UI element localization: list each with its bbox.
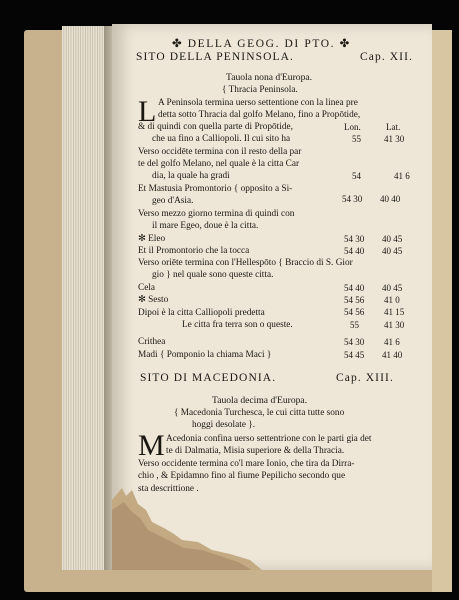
text-line: ✻ Sesto bbox=[138, 295, 169, 305]
text-line: detta sotto Thracia dal golfo Melano, fino a Propōtide, bbox=[158, 110, 361, 120]
region-label: { Thracia Peninsola. bbox=[222, 85, 298, 95]
coord-lat: 40 45 bbox=[382, 234, 403, 244]
text-line: Verso oriēte termina con l'Hellespōto { Braccio di S. Gior bbox=[138, 258, 353, 268]
coord-lat: 41 0 bbox=[384, 295, 400, 305]
text-line: che ua fino a Calliopoli. Il cui sito ha bbox=[152, 134, 291, 144]
text-line: Le citta fra terra son o queste. bbox=[182, 320, 293, 330]
text-line: Verso occidēte termina con il resto della par bbox=[138, 147, 302, 157]
coord-lon: 54 40 bbox=[344, 246, 365, 256]
text-line: Verso mezzo giorno termina di quindi con bbox=[138, 209, 295, 219]
page-damage bbox=[112, 470, 262, 570]
text-line: geo d'Asia. bbox=[152, 196, 194, 206]
text-line: dia, la quale ha gradi bbox=[152, 171, 230, 181]
coord-lon: 54 30 bbox=[344, 337, 365, 347]
text-line: sta descrittione . bbox=[138, 484, 199, 494]
coord-lat: 40 40 bbox=[380, 194, 401, 204]
running-head: ✤ DELLA GEOG. DI PTO. ✤ bbox=[172, 38, 351, 50]
coord-header-lat: Lat. bbox=[386, 122, 401, 132]
text-line: chio , & Epidamno fino al fiume Pepilicho secondo que bbox=[138, 471, 346, 481]
text-line: Madi { Pomponio la chiama Maci } bbox=[138, 350, 272, 360]
text-line: te del golfo Melano, nel quale è la citta Car bbox=[138, 159, 300, 169]
coord-lat: 41 6 bbox=[384, 337, 400, 347]
coord-lon: 54 30 bbox=[344, 234, 365, 244]
coord-lon: 54 bbox=[352, 171, 361, 181]
coord-lat: 40 45 bbox=[382, 246, 403, 256]
text-line: Dipoi è la citta Calliopoli predetta bbox=[138, 308, 265, 318]
coord-header-lon: Lon. bbox=[344, 122, 361, 132]
text-line: Cela bbox=[138, 283, 156, 293]
coord-lon: 55 bbox=[352, 134, 361, 144]
drop-cap: M bbox=[138, 429, 165, 462]
text-line: Et Mastusia Promontorio { opposito a Si- bbox=[138, 184, 293, 194]
region-label: hoggi desolate }. bbox=[192, 420, 256, 430]
drop-cap: L bbox=[138, 95, 157, 128]
text-line: ✻ Eleo bbox=[138, 234, 166, 244]
tavola-label: Tauola decima d'Europa. bbox=[212, 395, 308, 406]
text-line: te di Dalmatia, Misia superiore & della Thracia. bbox=[166, 446, 345, 456]
text-line: il mare Egeo, doue è la citta. bbox=[152, 221, 259, 231]
coord-lon: 54 40 bbox=[344, 283, 365, 293]
book-cover-right bbox=[432, 30, 452, 592]
coord-lon: 54 45 bbox=[344, 350, 365, 360]
coord-lat: 41 15 bbox=[384, 307, 405, 317]
coord-lat: 40 45 bbox=[382, 283, 403, 293]
coord-lon: 54 30 bbox=[342, 194, 363, 204]
coord-lat: 41 30 bbox=[384, 320, 405, 330]
text-line: Verso occidente termina co'l mare Ionio, che tira da Dirra- bbox=[138, 459, 355, 469]
text-line: Crithea bbox=[138, 337, 166, 347]
section-title: SITO DI MACEDONIA. bbox=[140, 372, 277, 384]
text-line: Et il Promontorio che la tocca bbox=[138, 246, 250, 256]
text-line: & di quindi con quella parte di Propōtide, bbox=[138, 122, 293, 132]
coord-lat: 41 40 bbox=[382, 350, 403, 360]
coord-lon: 54 56 bbox=[344, 295, 365, 305]
text-line: gio } nel quale sono queste citta. bbox=[152, 270, 274, 280]
text-line: Acedonia confina uerso settentrione con le parti gia det bbox=[166, 434, 372, 444]
tavola-label: Tauola nona d'Europa. bbox=[226, 72, 313, 83]
text-line: A Peninsola termina uerso settentione con la linea pre bbox=[158, 98, 358, 108]
coord-lon: 54 56 bbox=[344, 307, 365, 317]
coord-lat: 41 30 bbox=[384, 134, 405, 144]
page-edges bbox=[62, 26, 108, 570]
coord-lon: 55 bbox=[350, 320, 359, 330]
section-chapter: Cap. XIII. bbox=[336, 372, 394, 384]
coord-lat: 41 6 bbox=[394, 171, 410, 181]
section-title: SITO DELLA PENINSOLA. bbox=[136, 51, 295, 63]
region-label: { Macedonia Turchesca, le cui citta tutte sono bbox=[174, 408, 345, 418]
section-chapter: Cap. XII. bbox=[360, 51, 414, 63]
